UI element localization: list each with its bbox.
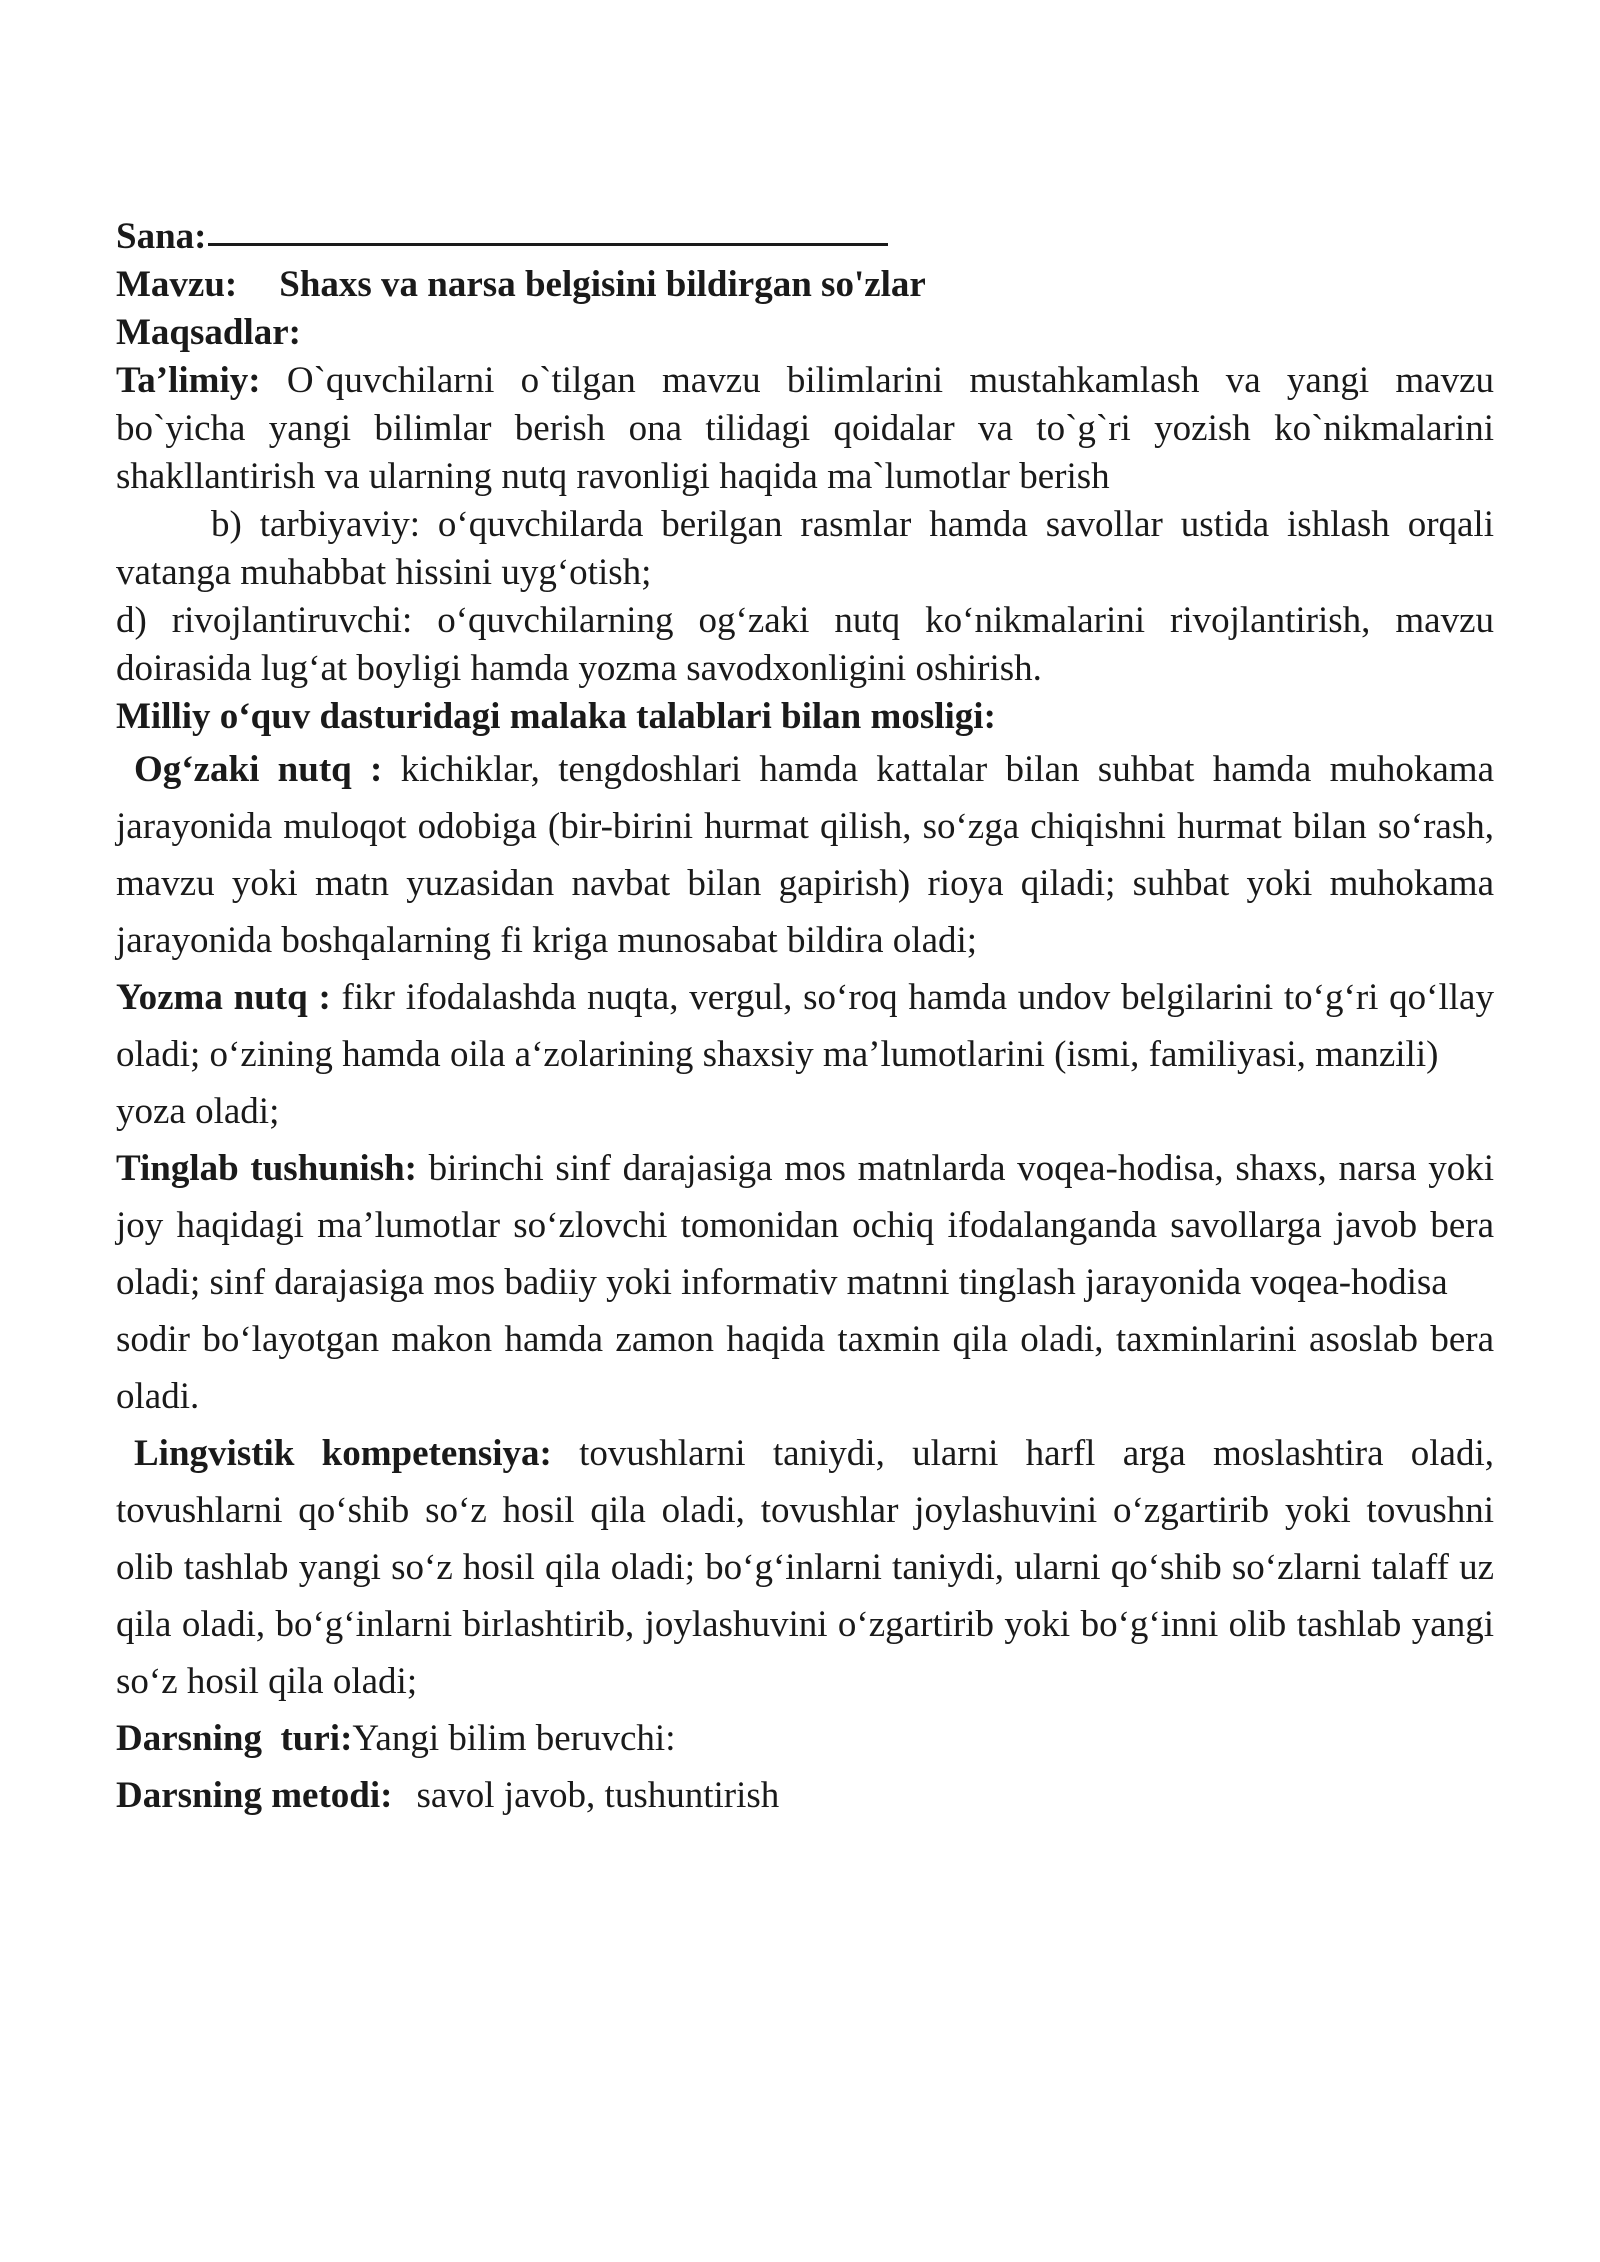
topic-value: Shaxs va narsa belgisini bildirgan so'zlar	[279, 264, 926, 305]
written-speech-text: fikr ifodalashda nuqta, vergul, so‘roq hamda undov belgilarini to‘g‘ri qo‘llay oladi; o‘zining hamda oila a‘zolarining shaxsiy ma’lumotlarini (ismi, familiyasi, manzili)	[116, 977, 1494, 1075]
linguistic-text: tovushlarni taniydi, ularni harfl arga moslashtira oladi, tovushlarni qo‘shib so‘z hosil qila oladi, tovushlar joylashuvini o‘zgartirib yoki tovushni olib tashlab yangi so‘z hosil qila oladi; bo‘g‘inlarni taniydi, ularni qo‘shib so‘zlarni talaff uz qila oladi, bo‘g‘inlarni birlashtirib, joylashuvini o‘zgartirib yoki bo‘g‘inni olib tashlab yangi so‘z hosil qila oladi;	[116, 1433, 1494, 1702]
developmental-goal: d) rivojlantiruvchi: o‘quvchilarning og‘zaki nutq ko‘nikmalarini rivojlantirish, mavzu doirasida lug‘at boyligi hamda yozma savodxonligini oshirish.	[116, 600, 1494, 689]
goals-heading: Maqsadlar:	[116, 312, 301, 353]
topic-label: Mavzu:	[116, 264, 238, 305]
oral-speech-section	[116, 741, 1494, 969]
educational-goal-label: Ta’limiy:	[116, 360, 261, 401]
standards-heading: Milliy o‘quv dasturidagi malaka talablari bilan mosligi:	[116, 696, 996, 737]
listening-continuation: sodir bo‘layotgan makon hamda zamon haqida taxmin qila oladi, taxminlarini asoslab bera oladi.	[116, 1319, 1494, 1417]
linguistic-label: Lingvistik kompetensiya:	[134, 1433, 552, 1474]
listening-text: birinchi sinf darajasiga mos matnlarda voqea-hodisa, shaxs, narsa yoki joy haqidagi ma’lumotlar so‘zlovchi tomonidan ochiq ifodalanganda savollarga javob bera oladi; sinf darajasiga mos badiiy yoki informativ matnni tinglash jarayonida voqea-hodisa	[116, 1148, 1494, 1303]
lesson-type-row	[116, 1710, 1494, 1767]
lesson-method-label: Darsning metodi:	[116, 1775, 393, 1816]
written-speech-label: Yozma nutq :	[116, 977, 331, 1018]
written-speech-section	[116, 969, 1494, 1083]
lesson-plan-page	[116, 205, 1494, 1824]
written-speech-continuation: yoza oladi;	[116, 1091, 280, 1132]
lesson-type-label: Darsning turi:	[116, 1718, 353, 1759]
upbringing-goal	[116, 501, 1494, 597]
educational-goal	[116, 357, 1494, 501]
topic-row	[116, 261, 1494, 309]
lesson-method-row	[116, 1767, 1494, 1824]
listening-section	[116, 1140, 1494, 1311]
date-row	[116, 205, 1494, 261]
date-blank-line	[208, 203, 888, 246]
upbringing-goal-text: b) tarbiyaviy: o‘quvchilarda berilgan rasmlar hamda savollar ustida ishlash orqali vatanga muhabbat hissini uyg‘otish;	[116, 504, 1494, 593]
lesson-type-value: Yangi bilim beruvchi:	[352, 1718, 676, 1759]
date-label: Sana:	[116, 216, 207, 257]
lesson-method-value: savol javob, tushuntirish	[416, 1775, 780, 1816]
oral-speech-text: kichiklar, tengdoshlari hamda kattalar bilan suhbat hamda muhokama jarayonida muloqot odobiga (bir-birini hurmat qilish, so‘zga chiqishni hurmat bilan so‘rash, mavzu yoki matn yuzasidan navbat bilan gapirish) rioya qiladi; suhbat yoki muhokama jarayonida boshqalarning fi kriga munosabat bildira oladi;	[116, 749, 1495, 961]
linguistic-section	[116, 1425, 1494, 1710]
oral-speech-label: Og‘zaki nutq :	[134, 749, 383, 790]
listening-label: Tinglab tushunish:	[116, 1148, 417, 1189]
educational-goal-text: O`quvchilarni o`tilgan mavzu bilimlarini mustahkamlash va yangi mavzu bo`yicha yangi bilimlar berish ona tilidagi qoidalar va to`g`ri yozish ko`nikmalarini shakllantirish va ularning nutq ravonligi haqida ma`lumotlar berish	[116, 360, 1495, 497]
